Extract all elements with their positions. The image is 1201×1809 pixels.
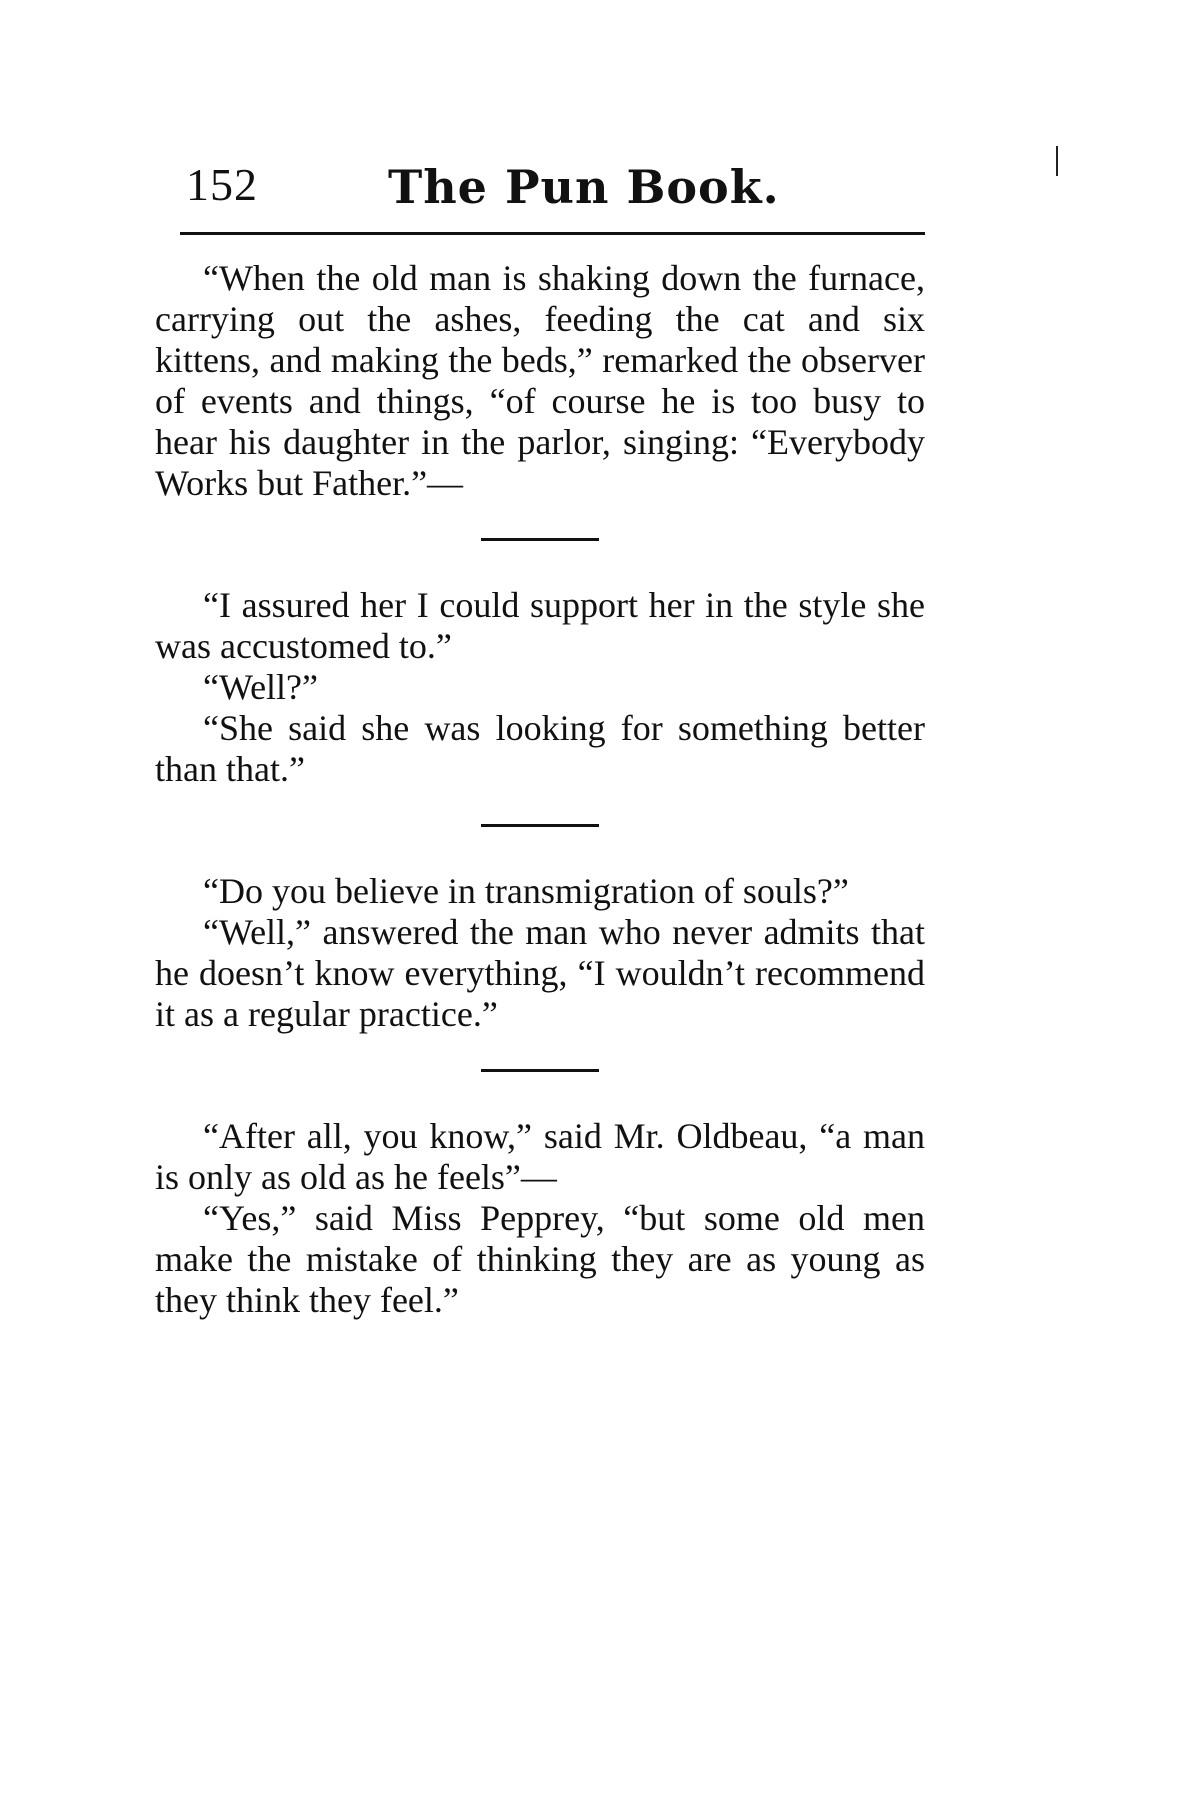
joke-1 — [155, 258, 925, 504]
joke-3 — [155, 871, 925, 1035]
section-divider — [481, 824, 599, 827]
page-header — [180, 150, 925, 240]
section-divider — [481, 1069, 599, 1072]
joke-paragraph: “I assured her I could support her in the style she was accustomed to.” — [155, 585, 925, 666]
page-number: 152 — [186, 159, 258, 210]
running-title: The Pun Book. — [388, 160, 780, 214]
joke-paragraph: “Well?” — [203, 667, 319, 707]
section-divider — [481, 538, 599, 541]
body-text — [155, 258, 925, 1321]
joke-paragraph: “After all, you know,” said Mr. Oldbeau, “a man is only as old as he feels”— — [155, 1116, 925, 1197]
header-rule — [180, 232, 925, 235]
joke-paragraph: “Do you believe in transmigration of souls?” — [203, 871, 849, 911]
joke-4 — [155, 1116, 925, 1321]
joke-2 — [155, 585, 925, 790]
joke-paragraph: “Well,” answered the man who never admits that he doesn’t know everything, “I wouldn’t recommend it as a regular practice.” — [155, 912, 925, 1034]
edge-mark — [1056, 146, 1058, 176]
joke-paragraph: “When the old man is shaking down the furnace, carrying out the ashes, feeding the cat and six kittens, and making the beds,” remarked the observer of events and things, “of course he is too busy to hear his daughter in the parlor, singing: “Everybody Works but Father.”— — [155, 258, 925, 503]
joke-paragraph: “She said she was looking for something better than that.” — [155, 708, 925, 789]
joke-paragraph: “Yes,” said Miss Pepprey, “but some old men make the mistake of thinking they are as young as they think they feel.” — [155, 1198, 925, 1320]
